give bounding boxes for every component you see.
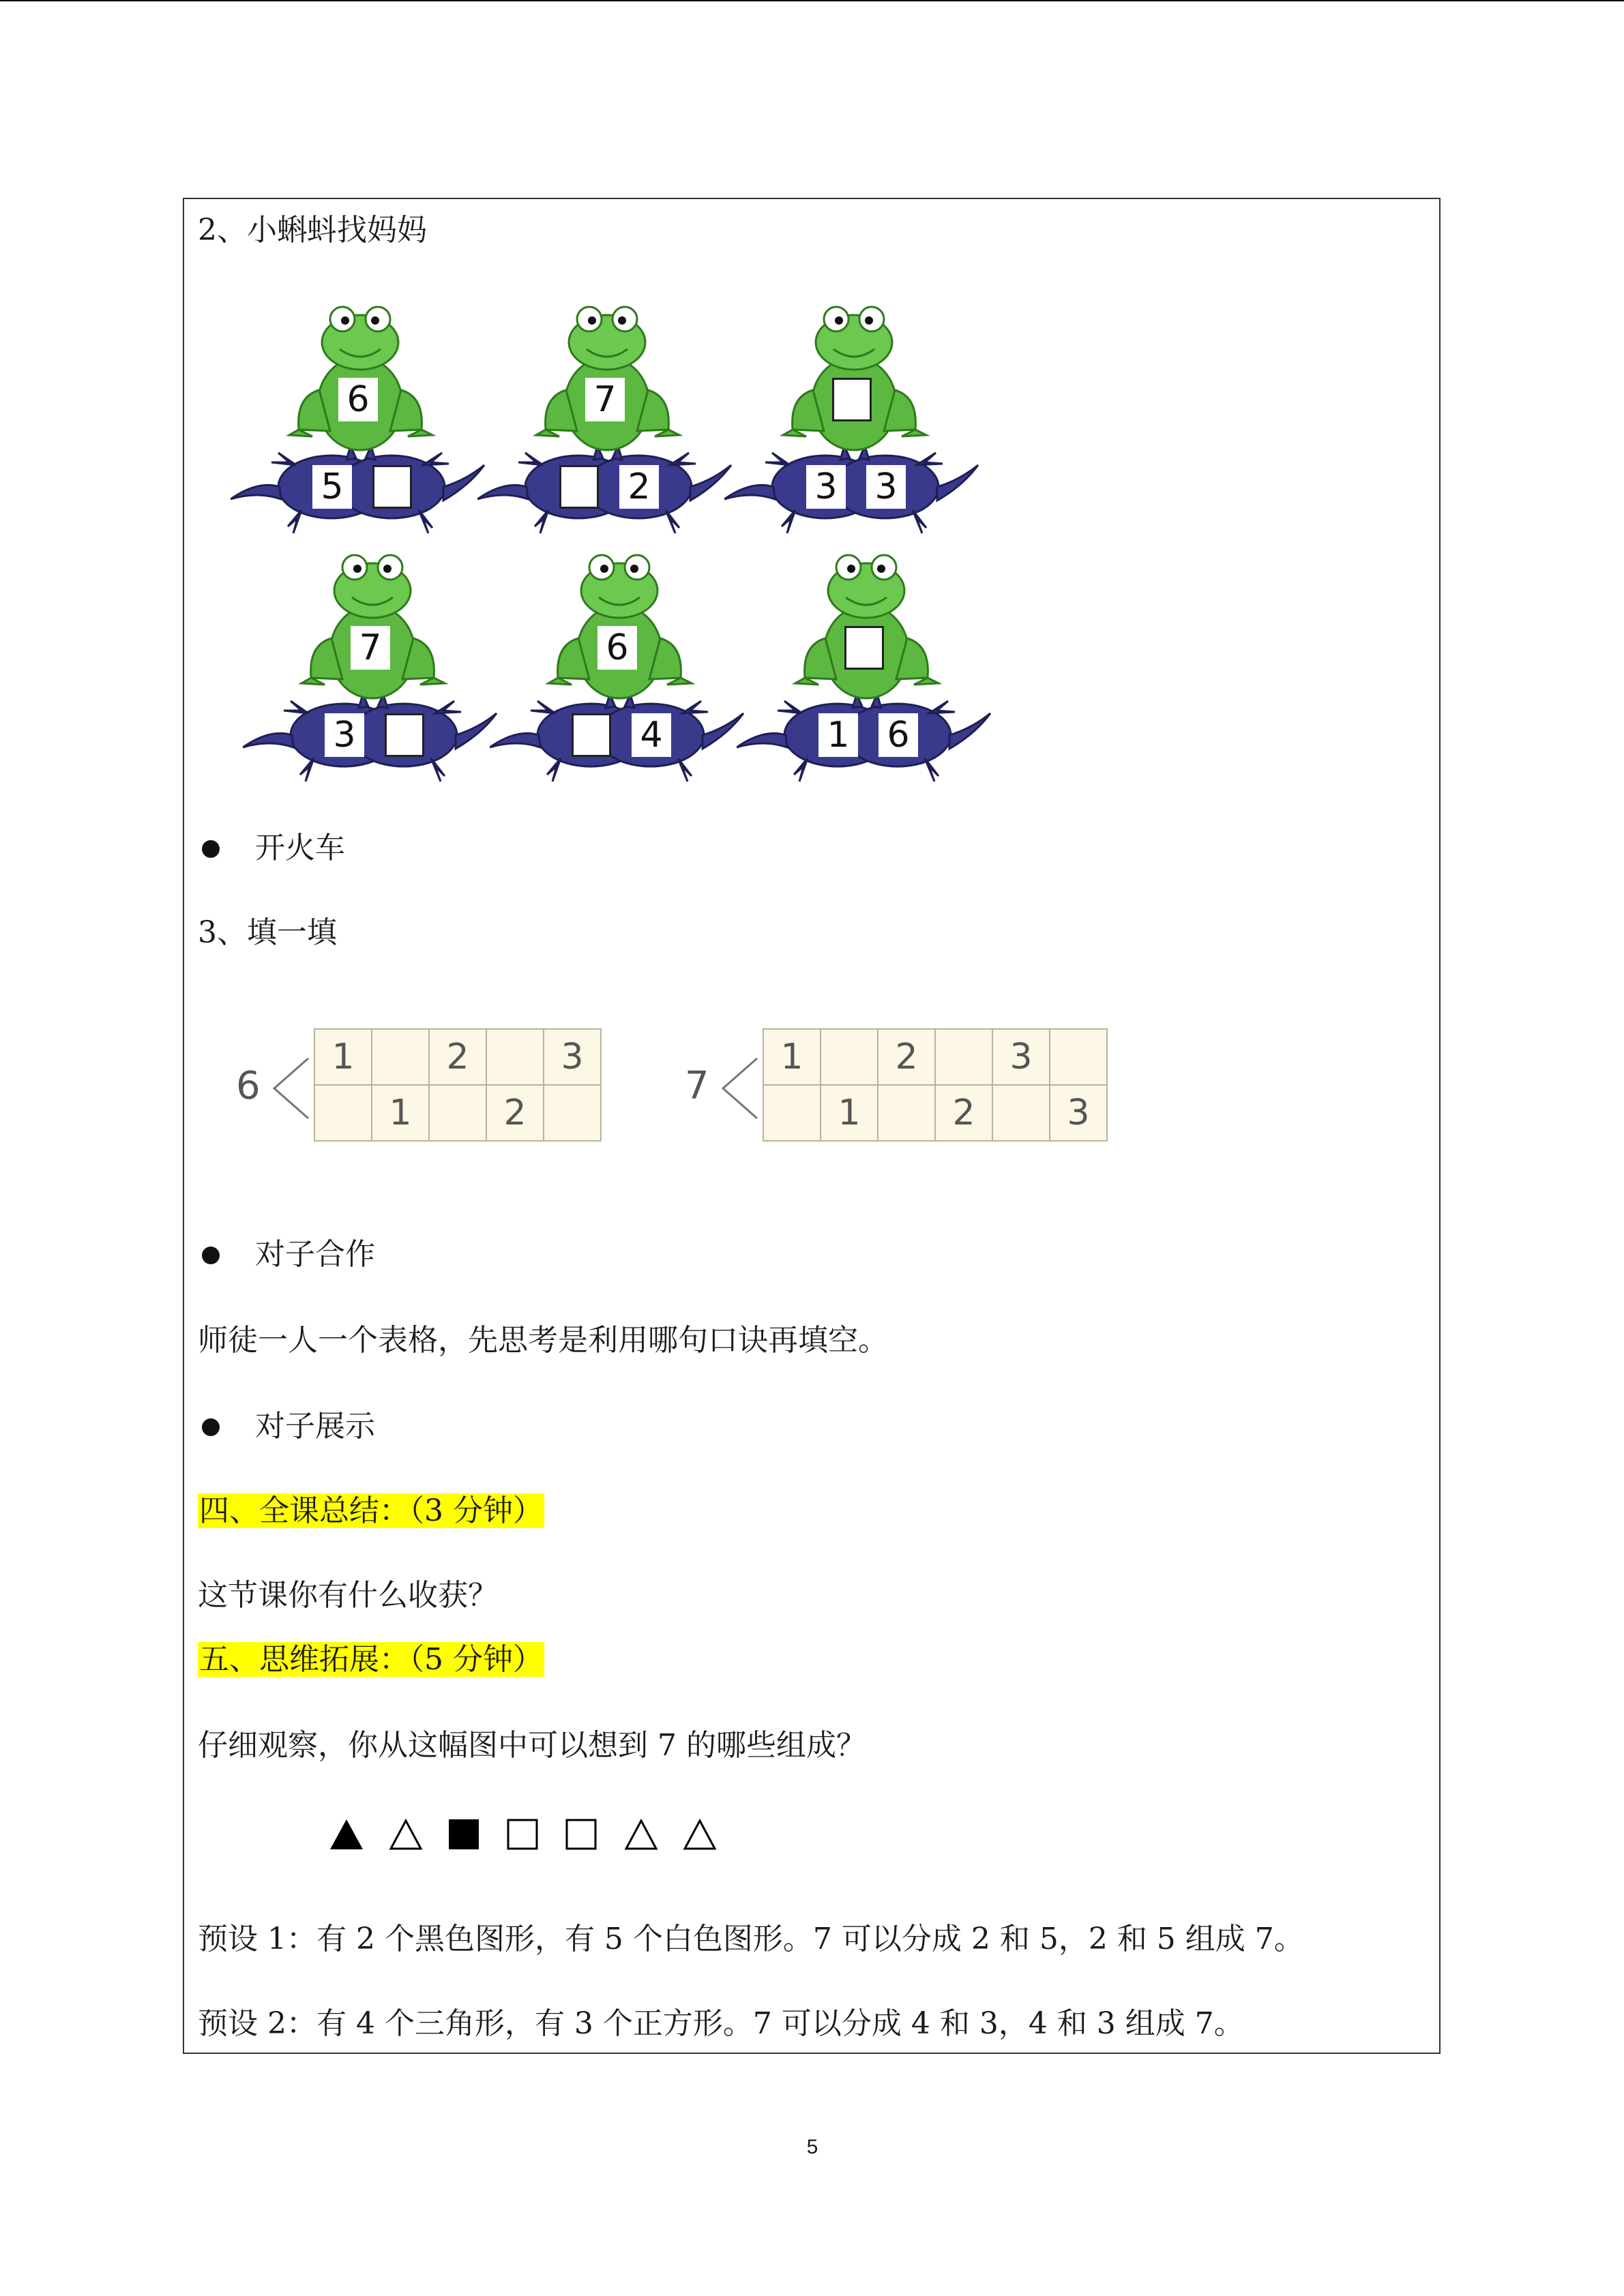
lizard-number-right: 2	[619, 465, 659, 509]
bullet-pair-work-text: 对子合作	[255, 1237, 375, 1272]
frog-group	[243, 550, 502, 788]
frog-number: 6	[338, 378, 378, 421]
table-cell[interactable]	[935, 1029, 992, 1085]
frog-group	[490, 550, 749, 788]
white-square-icon	[565, 1818, 597, 1851]
frog-group	[737, 550, 996, 788]
split-bracket-icon	[719, 1057, 760, 1120]
lizard-number-left	[572, 713, 611, 757]
frog-group	[231, 301, 490, 540]
bullet-icon	[202, 1418, 220, 1436]
table-cell[interactable]: 2	[935, 1085, 992, 1141]
table-cell[interactable]: 3	[1050, 1085, 1107, 1141]
frog-number: 7	[585, 378, 625, 421]
table6-label: 6	[236, 1064, 261, 1108]
table-cell[interactable]	[429, 1085, 486, 1141]
section5-title	[198, 1639, 544, 1680]
table7-label: 7	[685, 1064, 709, 1108]
section5-question: 仔细观察，你从这幅图中可以想到 7 的哪些组成？	[198, 1728, 866, 1763]
table-cell[interactable]	[314, 1085, 372, 1141]
black-triangle-icon	[329, 1818, 364, 1851]
lizard-number-left: 1	[818, 713, 858, 757]
lizard-number-right: 4	[632, 713, 671, 757]
section2-title: 2、小蝌蚪找妈妈	[198, 213, 427, 248]
black-square-icon	[447, 1818, 480, 1851]
bullet-pair-show-text: 对子展示	[255, 1409, 375, 1444]
lizard-number-left: 3	[806, 465, 846, 509]
table-cell[interactable]: 1	[763, 1029, 821, 1085]
table-cell[interactable]: 2	[486, 1085, 544, 1141]
split-bracket-icon	[270, 1057, 311, 1120]
frog-number	[844, 626, 884, 670]
pair-work-text: 师徒一人一个表格，先思考是利用哪句口诀再填空。	[198, 1323, 888, 1358]
page-number: 5	[806, 2136, 818, 2158]
highlighted-heading: 四、全课总结：（3 分钟）	[199, 1493, 543, 1528]
table-cell[interactable]	[486, 1029, 544, 1085]
section3-title: 3、填一填	[198, 915, 337, 950]
lizard-number-right: 6	[879, 713, 918, 757]
table-cell[interactable]: 1	[314, 1029, 372, 1085]
frog-group	[724, 301, 984, 540]
table-cell[interactable]: 3	[544, 1029, 601, 1085]
fill-table-7	[763, 1028, 1108, 1142]
table-cell[interactable]: 1	[821, 1085, 878, 1141]
table-cell[interactable]	[544, 1085, 601, 1141]
bullet-train-text: 开火车	[255, 831, 345, 865]
white-square-icon	[506, 1818, 539, 1851]
section4-text: 这节课你有什么收获？	[198, 1578, 498, 1613]
preset1-text: 预设 1：有 2 个黑色图形，有 5 个白色图形。7 可以分成 2 和 5，2 和 5 组成 7。	[198, 1922, 1304, 1956]
white-triangle-icon	[388, 1818, 424, 1851]
lizard-number-right	[385, 713, 424, 757]
table-cell[interactable]	[878, 1085, 935, 1141]
lizard-number-right	[372, 465, 412, 509]
highlighted-heading: 五、思维拓展：（5 分钟）	[199, 1642, 543, 1677]
frog-number	[832, 378, 872, 421]
table-cell[interactable]: 3	[992, 1029, 1050, 1085]
lizard-number-left: 3	[325, 713, 364, 757]
frog-group	[477, 301, 737, 540]
table-cell[interactable]	[372, 1029, 429, 1085]
table-cell[interactable]	[763, 1085, 821, 1141]
section4-title	[198, 1491, 544, 1532]
bullet-icon	[202, 1247, 220, 1264]
table-cell[interactable]	[821, 1029, 878, 1085]
lizard-number-left: 5	[312, 465, 352, 509]
table-cell[interactable]	[992, 1085, 1050, 1141]
lizard-number-right: 3	[866, 465, 906, 509]
table-cell[interactable]: 1	[372, 1085, 429, 1141]
bullet-icon	[202, 840, 220, 858]
white-triangle-icon	[682, 1818, 718, 1851]
white-triangle-icon	[623, 1818, 659, 1851]
table-cell[interactable]: 2	[878, 1029, 935, 1085]
table-cell[interactable]: 2	[429, 1029, 486, 1085]
table-cell[interactable]	[1050, 1029, 1107, 1085]
frog-number: 6	[597, 626, 637, 670]
frog-number: 7	[351, 626, 390, 670]
preset2-text: 预设 2：有 4 个三角形，有 3 个正方形。7 可以分成 4 和 3，4 和 3 组成 7。	[198, 2006, 1244, 2041]
fill-table-6	[314, 1028, 602, 1142]
lizard-number-left	[559, 465, 599, 509]
